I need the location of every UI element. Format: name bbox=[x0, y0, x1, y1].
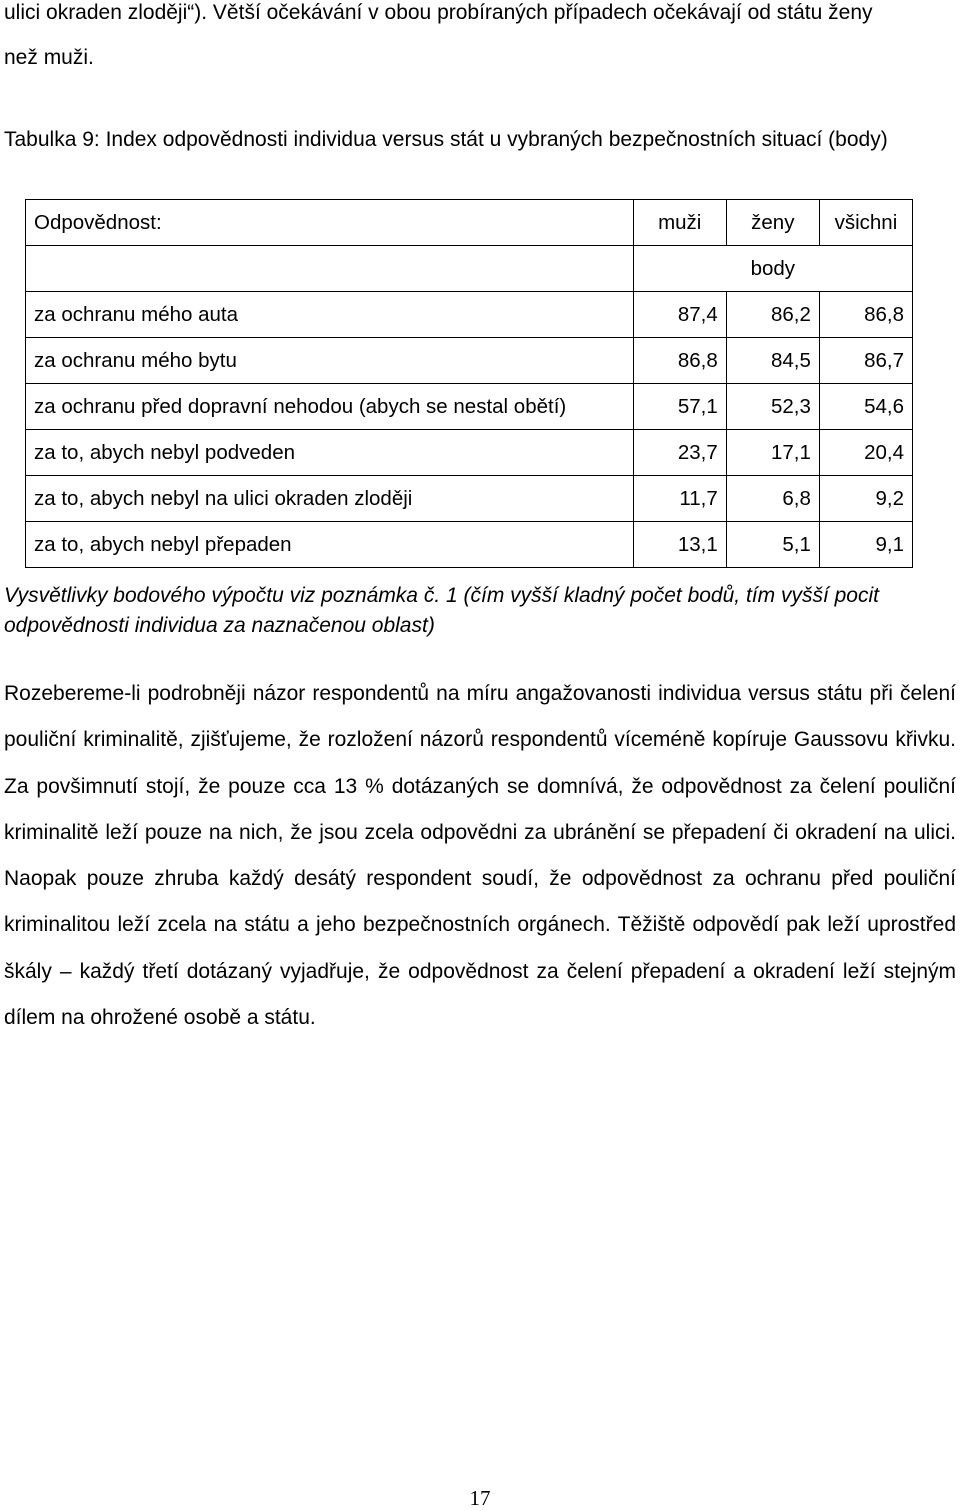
row-label: za to, abych nebyl na ulici okraden zloději bbox=[26, 476, 634, 522]
cell-men: 87,4 bbox=[633, 292, 726, 338]
intro-text-line-1: ulici okraden zloději“). Větší očekávání v obou probíraných případech očekávají od státu ženy bbox=[4, 1, 873, 24]
page-number: 17 bbox=[469, 1486, 491, 1510]
cell-all: 9,2 bbox=[819, 476, 912, 522]
header-all: všichni bbox=[819, 200, 912, 246]
header-women: ženy bbox=[726, 200, 819, 246]
cell-men: 57,1 bbox=[633, 384, 726, 430]
table-row bbox=[26, 430, 913, 476]
header-men: muži bbox=[633, 200, 726, 246]
cell-women: 6,8 bbox=[726, 476, 819, 522]
cell-women: 5,1 bbox=[726, 522, 819, 568]
cell-all: 9,1 bbox=[819, 522, 912, 568]
table-row bbox=[26, 476, 913, 522]
cell-women: 17,1 bbox=[726, 430, 819, 476]
row-label: za to, abych nebyl přepaden bbox=[26, 522, 634, 568]
cell-all: 86,7 bbox=[819, 338, 912, 384]
cell-men: 11,7 bbox=[633, 476, 726, 522]
table-row bbox=[26, 384, 913, 430]
table-note: Vysvětlivky bodového výpočtu viz poznámka č. 1 (čím vyšší kladný počet bodů, tím vyšší pocit odpovědnosti individua za naznačenou oblast) bbox=[4, 584, 879, 637]
cell-all: 20,4 bbox=[819, 430, 912, 476]
table-row bbox=[26, 522, 913, 568]
cell-all: 86,8 bbox=[819, 292, 912, 338]
cell-women: 52,3 bbox=[726, 384, 819, 430]
row-label: za ochranu mého bytu bbox=[26, 338, 634, 384]
cell-all: 54,6 bbox=[819, 384, 912, 430]
body-paragraph: Rozebereme-li podrobněji názor respondentů na míru angažovanosti individua versus státu při čelení pouliční kriminalitě, zjišťujeme, že rozložení názorů respondentů víceméně kopíruje Gaussovu křivku. Za povšimnutí stojí, že pouze cca 13 % dotázaných se domnívá, že odpovědnost za čelení pouliční kriminalitě leží pouze na nich, že jsou zcela odpovědni za ubránění se přepadení či okradení na ulici. Naopak pouze zhruba každý desátý respondent soudí, že odpovědnost za ochranu před pouliční kriminalitou leží zcela na státu a jeho bezpečnostních orgánech. Těžiště odpovědí pak leží uprostřed škály – každý třetí dotázaný vyjadřuje, že odpovědnost za čelení přepadení a okradení leží stejným dílem na ohrožené osobě a státu. bbox=[4, 682, 956, 1030]
table-row bbox=[26, 292, 913, 338]
header-unit: body bbox=[633, 246, 912, 292]
cell-women: 84,5 bbox=[726, 338, 819, 384]
unit-row-empty-cell bbox=[26, 246, 634, 292]
responsibility-index-table bbox=[25, 199, 913, 568]
cell-men: 23,7 bbox=[633, 430, 726, 476]
table-caption: Tabulka 9: Index odpovědnosti individua versus stát u vybraných bezpečnostních situací (body) bbox=[4, 128, 888, 151]
row-label: za ochranu před dopravní nehodou (abych se nestal obětí) bbox=[26, 384, 634, 430]
row-label: za to, abych nebyl podveden bbox=[26, 430, 634, 476]
table-row bbox=[26, 338, 913, 384]
intro-text-line-2: než muži. bbox=[4, 46, 94, 69]
cell-women: 86,2 bbox=[726, 292, 819, 338]
table-header-row bbox=[26, 200, 913, 246]
table-unit-row bbox=[26, 246, 913, 292]
cell-men: 86,8 bbox=[633, 338, 726, 384]
row-label: za ochranu mého auta bbox=[26, 292, 634, 338]
cell-men: 13,1 bbox=[633, 522, 726, 568]
header-label: Odpovědnost: bbox=[26, 200, 634, 246]
